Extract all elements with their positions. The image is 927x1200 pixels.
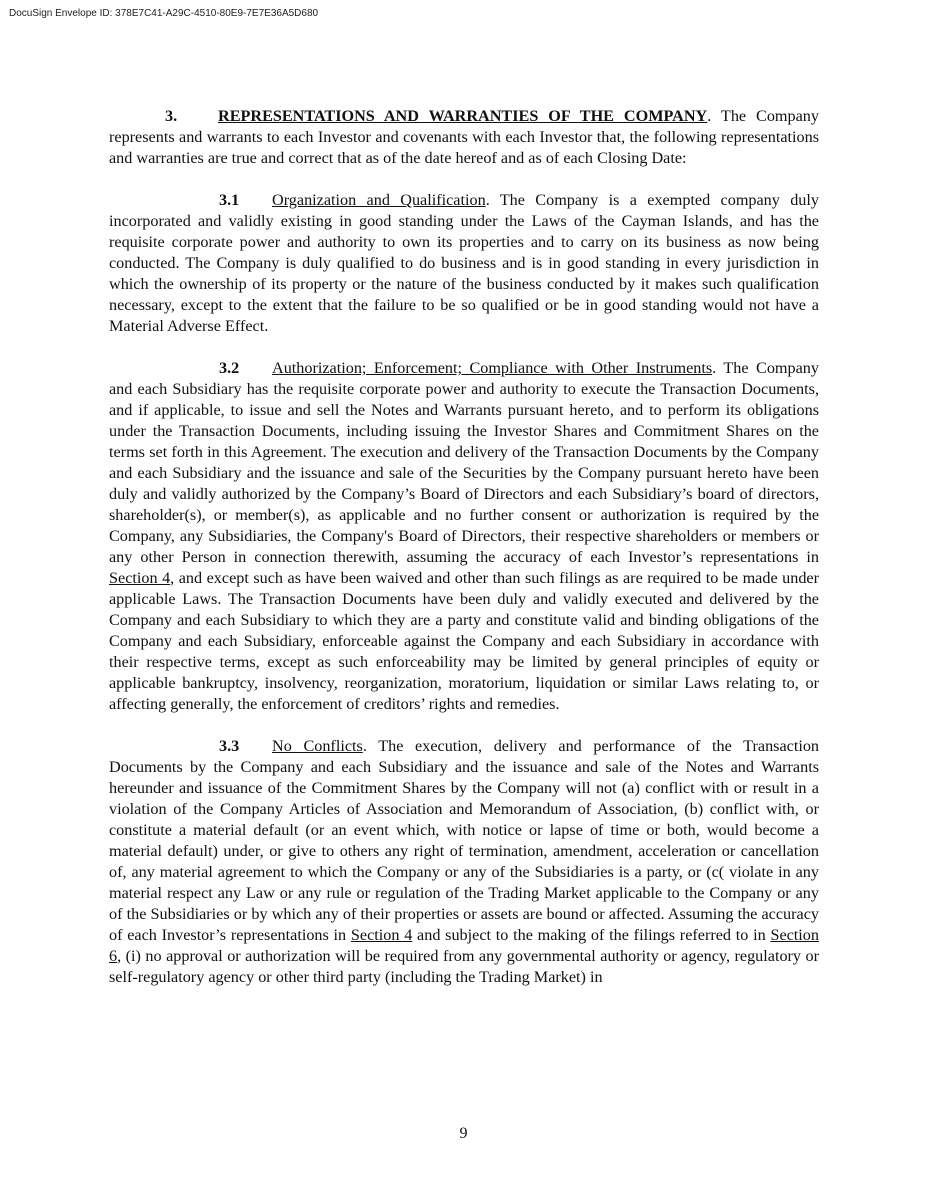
document-page <box>109 106 819 1009</box>
section-reference: Section 4 <box>350 926 413 944</box>
subsection-body-continued: , and except such as have been waived and other than such filings as are required to be made under applicable Laws. The Transaction Documents have been duly and validly executed and delivered by the Company and each Subsidiary to which they are a party and constitute valid and binding obligations of the Company and each Subsidiary, enforceable against the Company and each Subsidiary in accordance with their respective terms, except as such enforceability may be limited by general principles of equity or applicable bankruptcy, insolvency, reorganization, moratorium, liquidation or similar Laws relating to, or affecting generally, the enforcement of creditors’ rights and remedies. <box>109 569 820 713</box>
subsection-number: 3.3 <box>219 737 240 755</box>
section-reference: Section 6 <box>109 926 819 965</box>
section-heading: REPRESENTATIONS AND WARRANTIES OF THE COMPANY <box>218 107 708 125</box>
subsection-body-continued: , (i) no approval or authorization will be required from any governmental authority or agency, regulatory or self-regulatory agency or other third party (including the Trading Market) in <box>109 947 819 986</box>
section-3-3-paragraph <box>109 736 819 988</box>
page-number: 9 <box>459 1125 468 1142</box>
section-3-2-paragraph <box>109 358 819 715</box>
subsection-number: 3.1 <box>219 191 240 209</box>
section-reference: Section 4 <box>109 569 171 587</box>
subsection-heading: No Conflicts <box>272 737 363 755</box>
subsection-heading: Authorization; Enforcement; Compliance with Other Instruments <box>272 359 713 377</box>
section-3-paragraph <box>109 106 819 169</box>
section-body: . The Company represents and warrants to each Investor and covenants with each Investor that, the following representations and warranties are true and correct that as of the date hereof and as of each Closing Date: <box>109 107 819 167</box>
subsection-body: . The execution, delivery and performance of the Transaction Documents by the Company and each Subsidiary and the issuance and sale of the Notes and Warrants hereunder and issuance of the Commitment Shares by the Company will not (a) conflict with or result in a violation of the Company Articles of Association and Memorandum of Association, (b) conflict with, or constitute a material default (or an event which, with notice or lapse of time or both, would become a material default) under, or give to others any right of termination, amendment, acceleration or cancellation of, any material agreement to which the Company or any of the Subsidiaries is a party, or (c( violate in any material respect any Law or any rule or regulation of the Trading Market applicable to the Company or any of the Subsidiaries or by which any of their properties or assets are bound or affected. Assuming the accuracy of each Investor’s representations in <box>109 737 820 944</box>
docusign-envelope-id: DocuSign Envelope ID: 378E7C41-A29C-4510-80E9-7E7E36A5D680 <box>9 8 319 19</box>
section-3-1-paragraph <box>109 190 819 337</box>
subsection-heading: Organization and Qualification <box>272 191 486 209</box>
subsection-body: . The Company is a exempted company duly incorporated and validly existing in good standing under the Laws of the Cayman Islands, and has the requisite corporate power and authority to own its properties and to carry on its business as now being conducted. The Company is duly qualified to do business and is in good standing in every jurisdiction in which the ownership of its property or the nature of the business conducted by it makes such qualification necessary, except to the extent that the failure to be so qualified or be in good standing would not have a Material Adverse Effect. <box>109 191 819 335</box>
section-number: 3. <box>165 107 178 125</box>
subsection-number: 3.2 <box>219 359 240 377</box>
subsection-body: . The Company and each Subsidiary has the requisite corporate power and authority to execute the Transaction Documents, and if applicable, to issue and sell the Notes and Warrants pursuant hereto, and to perform its obligations under the Transaction Documents, including issuing the Investor Shares and Commitment Shares on the terms set forth in this Agreement. The execution and delivery of the Transaction Documents by the Company and each Subsidiary and the issuance and sale of the Securities by the Company pursuant hereto have been duly and validly authorized by the Company’s Board of Directors and each Subsidiary’s board of directors, shareholder(s), or member(s), as applicable and no further consent or authorization is required by the Company, any Subsidiaries, the Company's Board of Directors, their respective shareholders or members or any other Person in connection therewith, assuming the accuracy of each Investor’s representations in <box>109 359 819 566</box>
subsection-body-continued: and subject to the making of the filings referred to in <box>412 926 771 944</box>
